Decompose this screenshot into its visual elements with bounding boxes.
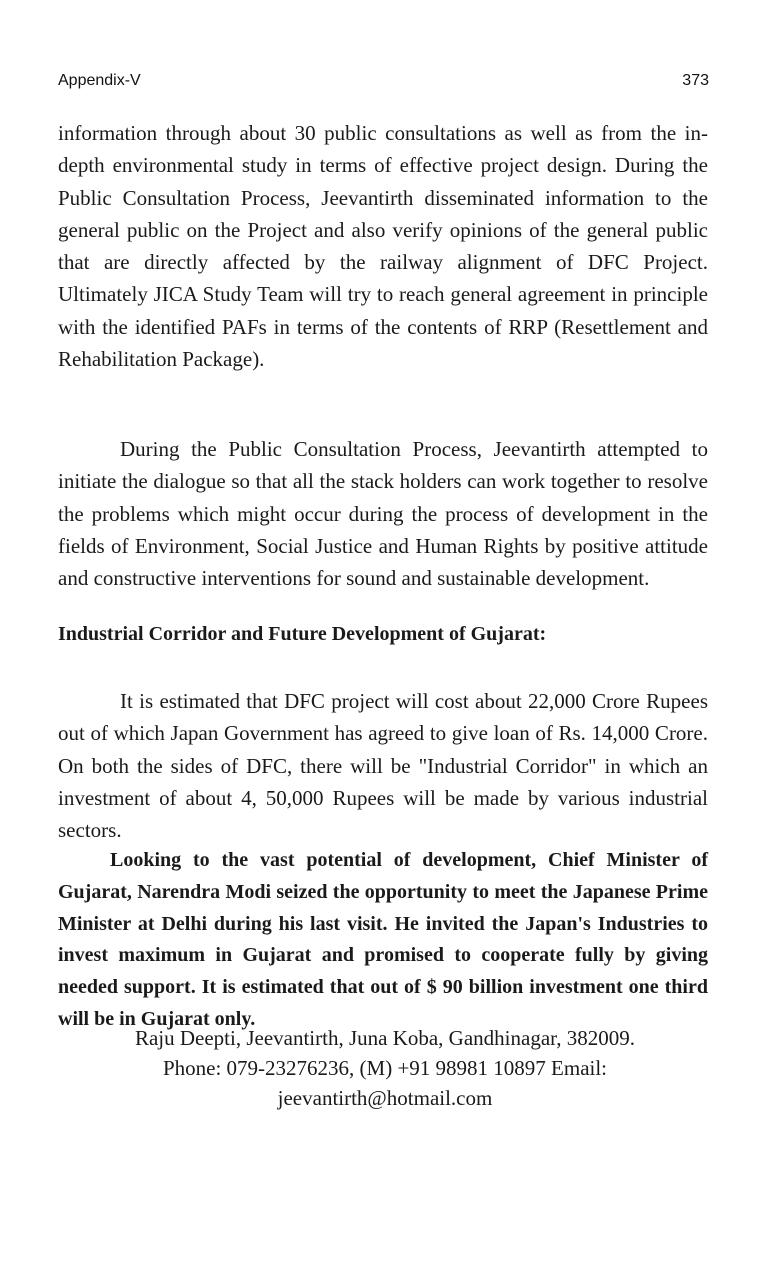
paragraph-3	[58, 685, 708, 846]
paragraph-2	[58, 433, 708, 594]
paragraph-text: It is estimated that DFC project will cost about 22,000 Crore Rupees out of which Japan Government has agreed to give loan of Rs. 14,000 Crore. On both the sides of DFC, there will be "Industrial Corridor" in which an investment of about 4, 50,000 Rupees will be made by various industrial sectors.	[58, 689, 708, 843]
contact-address: Raju Deepti, Jeevantirth, Juna Koba, Gandhinagar, 382009.	[134, 1026, 636, 1050]
page-number: 373	[682, 72, 709, 89]
section-label: Appendix-V	[58, 72, 141, 89]
paragraph-1	[58, 117, 708, 375]
paragraph-4-bold	[58, 845, 708, 1036]
contact-phone: Phone: 079-23276236, (M) +91 98981 10897 Email:	[162, 1056, 608, 1080]
section-heading: Industrial Corridor and Future Development of Gujarat:	[58, 623, 547, 645]
running-header	[58, 72, 709, 96]
paragraph-text: During the Public Consultation Process, Jeevantirth attempted to initiate the dialogue so that all the stack holders can work together to resolve the problems which might occur during the process of development in the fields of Environment, Social Justice and Human Rights by positive attitude and constructive interventions for sound and sustainable development.	[58, 437, 708, 591]
contact-email: jeevantirth@hotmail.com	[277, 1086, 493, 1110]
paragraph-text: Looking to the vast potential of development, Chief Minister of Gujarat, Narendra Modi seized the opportunity to meet the Japanese Prime Minister at Delhi during his last visit. He invited the Japan's Industries to invest maximum in Gujarat and promised to cooperate fully by giving needed support. It is estimated that out of $ 90 billion investment one third will be in Gujarat only.	[58, 849, 708, 1030]
paragraph-text: information through about 30 public consultations as well as from the in-depth environmental study in terms of effective project design. During the Public Consultation Process, Jeevantirth disseminated information to the general public on the Project and also verify opinions of the general public that are directly affected by the railway alignment of DFC Project. Ultimately JICA Study Team will try to reach general agreement in principle with the identified PAFs in terms of the contents of RRP (Resettlement and Rehabilitation Package).	[58, 121, 708, 372]
contact-block	[40, 1023, 730, 1113]
